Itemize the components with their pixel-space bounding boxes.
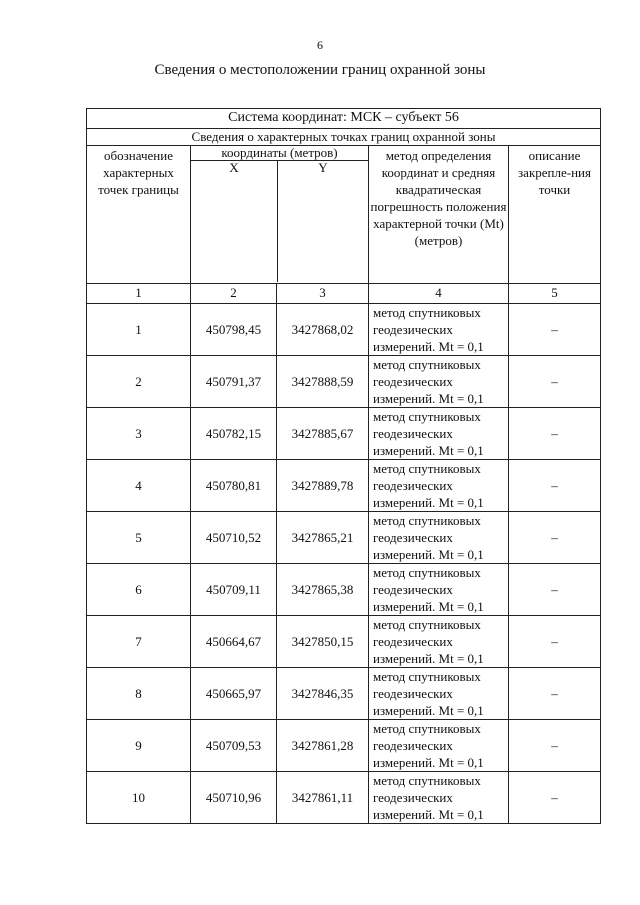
- col-header-y: Y: [318, 160, 328, 175]
- col-number: 5: [509, 284, 601, 304]
- coord-x: 450709,53: [191, 720, 277, 772]
- coordinate-system-header: Система координат: МСК – субъект 56: [87, 109, 601, 129]
- coord-y: 3427888,59: [277, 356, 369, 408]
- col-header-method: метод определения координат и средняя квадратическая погрешность положения характерной точки (Mt) (метров): [369, 146, 509, 284]
- coord-y: 3427861,28: [277, 720, 369, 772]
- coord-x: 450664,67: [191, 616, 277, 668]
- point-description: –: [509, 356, 601, 408]
- table-row: [87, 356, 601, 408]
- point-description: –: [509, 512, 601, 564]
- col-header-x: X: [191, 161, 278, 282]
- point-number: 10: [87, 772, 191, 824]
- method: метод спутниковых геодезических измерений. Mt = 0,1: [369, 668, 509, 720]
- coord-y: 3427865,21: [277, 512, 369, 564]
- col-header-coordinates: [191, 146, 369, 284]
- table-row: [87, 668, 601, 720]
- point-description: –: [509, 564, 601, 616]
- point-description: –: [509, 616, 601, 668]
- method: метод спутниковых геодезических измерений. Mt = 0,1: [369, 512, 509, 564]
- table-row: [87, 460, 601, 512]
- col-header-designation: обозначение характерных точек границы: [87, 146, 191, 284]
- point-description: –: [509, 304, 601, 356]
- method: метод спутниковых геодезических измерений. Mt = 0,1: [369, 616, 509, 668]
- coord-x: 450665,97: [191, 668, 277, 720]
- method: метод спутниковых геодезических измерений. Mt = 0,1: [369, 720, 509, 772]
- method: метод спутниковых геодезических измерений. Mt = 0,1: [369, 564, 509, 616]
- method: метод спутниковых геодезических измерений. Mt = 0,1: [369, 304, 509, 356]
- method: метод спутниковых геодезических измерений. Mt = 0,1: [369, 356, 509, 408]
- coord-y: 3427865,38: [277, 564, 369, 616]
- col-number: 3: [277, 284, 369, 304]
- point-number: 3: [87, 408, 191, 460]
- table-row: [87, 720, 601, 772]
- coord-x: 450710,52: [191, 512, 277, 564]
- method: метод спутниковых геодезических измерений. Mt = 0,1: [369, 460, 509, 512]
- col-number: 1: [87, 284, 191, 304]
- coord-y: 3427889,78: [277, 460, 369, 512]
- table-row: [87, 512, 601, 564]
- method: метод спутниковых геодезических измерений. Mt = 0,1: [369, 772, 509, 824]
- table-row: [87, 408, 601, 460]
- table-row: [87, 616, 601, 668]
- coord-y: 3427868,02: [277, 304, 369, 356]
- point-description: –: [509, 668, 601, 720]
- coordinates-label: координаты (метров): [191, 146, 368, 161]
- point-number: 8: [87, 668, 191, 720]
- coord-x: 450710,96: [191, 772, 277, 824]
- coord-x: 450791,37: [191, 356, 277, 408]
- table-row: [87, 772, 601, 824]
- point-number: 9: [87, 720, 191, 772]
- point-description: –: [509, 408, 601, 460]
- point-number: 4: [87, 460, 191, 512]
- boundary-points-table: [86, 108, 601, 824]
- coord-x: 450782,15: [191, 408, 277, 460]
- point-number: 6: [87, 564, 191, 616]
- point-number: 1: [87, 304, 191, 356]
- method: метод спутниковых геодезических измерений. Mt = 0,1: [369, 408, 509, 460]
- coord-x: 450709,11: [191, 564, 277, 616]
- point-number: 5: [87, 512, 191, 564]
- point-number: 2: [87, 356, 191, 408]
- point-description: –: [509, 460, 601, 512]
- point-description: –: [509, 772, 601, 824]
- coord-y: 3427861,11: [277, 772, 369, 824]
- coord-x: 450798,45: [191, 304, 277, 356]
- coord-y: 3427850,15: [277, 616, 369, 668]
- col-number: 4: [369, 284, 509, 304]
- col-number: 2: [191, 284, 277, 304]
- section-header: Сведения о характерных точках границ охранной зоны: [87, 129, 601, 146]
- document-title: Сведения о местоположении границ охранной зоны: [154, 62, 486, 78]
- coord-x: 450780,81: [191, 460, 277, 512]
- col-header-description: описание закрепле-ния точки: [509, 146, 601, 284]
- table-row: [87, 304, 601, 356]
- coord-y: 3427846,35: [277, 668, 369, 720]
- page-number: 6: [317, 38, 323, 52]
- point-number: 7: [87, 616, 191, 668]
- table-row: [87, 564, 601, 616]
- coord-y: 3427885,67: [277, 408, 369, 460]
- point-description: –: [509, 720, 601, 772]
